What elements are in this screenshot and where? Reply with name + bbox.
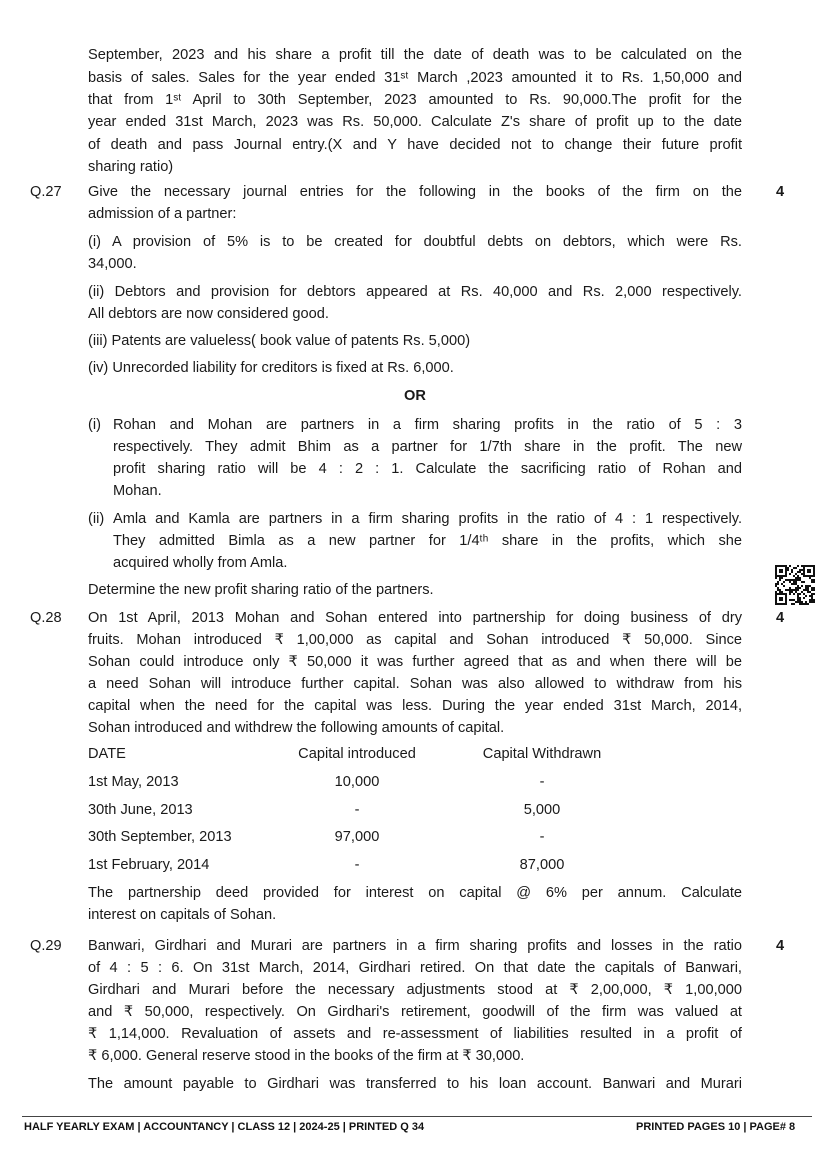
question-item: Rohan and Mohan are partners in a firm sharing profits in the ratio of 5 : 3 bbox=[113, 417, 742, 433]
question-item: (ii) Debtors and provision for debtors appeared at Rs. 40,000 and Rs. 2,000 respectively. bbox=[88, 284, 742, 300]
question-item: respectively. They admit Bhim as a partner for 1/7th share in the profit. The new bbox=[113, 439, 742, 455]
table-cell: 97,000 bbox=[334, 829, 380, 845]
question-item: They admitted Bimla as a new partner for 1/4ᵗʰ share in the profits, which she bbox=[113, 533, 742, 549]
table-cell: 30th June, 2013 bbox=[88, 802, 193, 818]
table-cell: - bbox=[354, 802, 360, 818]
question-marks: 4 bbox=[776, 610, 785, 626]
paragraph-line: that from 1ˢᵗ April to 30th September, 2023 amounted to Rs. 90,000.The profit for the bbox=[88, 92, 742, 108]
question-text: Determine the new profit sharing ratio of the partners. bbox=[88, 582, 434, 598]
table-cell: 5,000 bbox=[523, 802, 561, 818]
question-text: Banwari, Girdhari and Murari are partners in a firm sharing profits and losses in the ratio bbox=[88, 938, 742, 954]
paragraph-line: year ended 31st March, 2023 was Rs. 50,000. Calculate Z's share of profit up to the date bbox=[88, 114, 742, 130]
question-text: The partnership deed provided for interest on capital @ 6% per annum. Calculate bbox=[88, 885, 742, 901]
question-text: interest on capitals of Sohan. bbox=[88, 907, 277, 923]
table-cell: - bbox=[539, 829, 545, 845]
question-item: 34,000. bbox=[88, 256, 137, 272]
paragraph-line: of death and pass Journal entry.(X and Y have decided not to change their future profit bbox=[88, 137, 742, 153]
footer-page-info: PRINTED PAGES 10 | PAGE# 8 bbox=[636, 1121, 796, 1133]
footer-exam-info: HALF YEARLY EXAM | ACCOUNTANCY | CLASS 12 | 2024-25 | PRINTED Q 34 bbox=[24, 1121, 425, 1133]
table-header: DATE bbox=[88, 746, 126, 762]
question-text: and ₹ 50,000, respectively. On Girdhari's retirement, goodwill of the firm was valued at bbox=[88, 1004, 742, 1020]
question-item: Amla and Kamla are partners in a firm sharing profits in the ratio of 4 : 1 respectively. bbox=[113, 511, 742, 527]
question-text: of 4 : 5 : 6. On 31st March, 2014, Girdhari retired. On that date the capitals of Banwari, bbox=[88, 960, 742, 976]
table-cell: 1st February, 2014 bbox=[88, 857, 210, 873]
table-header: Capital Withdrawn bbox=[482, 746, 602, 762]
or-divider: OR bbox=[404, 388, 426, 404]
table-cell: - bbox=[354, 857, 360, 873]
question-text: ₹ 1,14,000. Revaluation of assets and re-assessment of liabilities resulted in a profit of bbox=[88, 1026, 742, 1042]
table-header: Capital introduced bbox=[298, 746, 416, 762]
question-item: acquired wholly from Amla. bbox=[113, 555, 288, 571]
question-text: Give the necessary journal entries for the following in the books of the firm on the bbox=[88, 184, 742, 200]
question-text: ₹ 6,000. General reserve stood in the books of the firm at ₹ 30,000. bbox=[88, 1048, 525, 1064]
paragraph-line: sharing ratio) bbox=[88, 159, 174, 175]
table-cell: - bbox=[539, 774, 545, 790]
question-item: Mohan. bbox=[113, 483, 162, 499]
question-number: Q.29 bbox=[30, 938, 62, 954]
footer-divider bbox=[22, 1116, 812, 1117]
question-number: Q.28 bbox=[30, 610, 62, 626]
question-text: On 1st April, 2013 Mohan and Sohan entered into partnership for doing business of dry bbox=[88, 610, 742, 626]
question-marks: 4 bbox=[776, 938, 785, 954]
paragraph-line: September, 2023 and his share a profit till the date of death was to be calculated on the bbox=[88, 47, 742, 63]
table-cell: 1st May, 2013 bbox=[88, 774, 179, 790]
question-text: admission of a partner: bbox=[88, 206, 237, 222]
table-cell: 30th September, 2013 bbox=[88, 829, 232, 845]
question-text: Sohan introduced and withdrew the following amounts of capital. bbox=[88, 720, 505, 736]
question-marks: 4 bbox=[776, 184, 785, 200]
paragraph-line: basis of sales. Sales for the year ended 31ˢᵗ March ,2023 amounted it to Rs. 1,50,000 and bbox=[88, 70, 742, 86]
question-text: The amount payable to Girdhari was transferred to his loan account. Banwari and Murari bbox=[88, 1076, 742, 1092]
item-label: (i) bbox=[88, 417, 101, 433]
question-item: (i) A provision of 5% is to be created for doubtful debts on debtors, which were Rs. bbox=[88, 234, 742, 250]
question-text: capital when the need for the capital was less. During the year ended 31st March, 2014, bbox=[88, 698, 742, 714]
question-item: All debtors are now considered good. bbox=[88, 306, 329, 322]
question-number: Q.27 bbox=[30, 184, 62, 200]
question-item: (iii) Patents are valueless( book value of patents Rs. 5,000) bbox=[88, 333, 471, 349]
table-cell: 10,000 bbox=[334, 774, 380, 790]
question-text: Girdhari and Murari before the necessary adjustments stood at ₹ 2,00,000, ₹ 1,00,000 bbox=[88, 982, 742, 998]
table-cell: 87,000 bbox=[519, 857, 565, 873]
question-item: (iv) Unrecorded liability for creditors is fixed at Rs. 6,000. bbox=[88, 360, 454, 376]
question-text: fruits. Mohan introduced ₹ 1,00,000 as capital and Sohan introduced ₹ 50,000. Since bbox=[88, 632, 742, 648]
item-label: (ii) bbox=[88, 511, 105, 527]
question-item: profit sharing ratio will be 4 : 2 : 1. Calculate the sacrificing ratio of Rohan and bbox=[113, 461, 742, 477]
question-text: Sohan could introduce only ₹ 50,000 it was further agreed that as and when there will be bbox=[88, 654, 742, 670]
qr-code-icon bbox=[775, 565, 815, 605]
question-text: a need Sohan will introduce further capital. Sohan was also allowed to withdraw from his bbox=[88, 676, 742, 692]
